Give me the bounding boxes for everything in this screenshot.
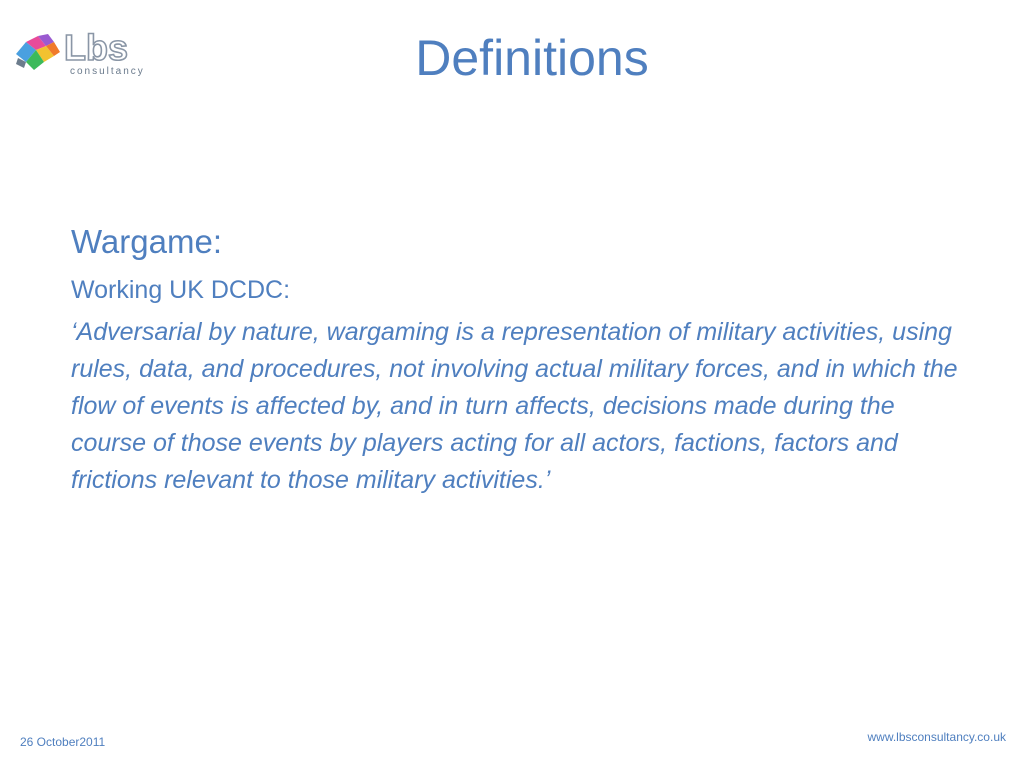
- footer-url-link[interactable]: www.lbsconsultancy.co.uk: [867, 730, 1006, 744]
- slide-title: Definitions: [415, 30, 649, 86]
- definition-source: Working UK DCDC:: [71, 276, 291, 304]
- logo-wordmark: Lbs: [64, 28, 129, 68]
- definition-heading: Wargame:: [71, 223, 222, 260]
- footer-date: 26 October2011: [20, 735, 106, 749]
- definition-quote: ‘Adversarial by nature, wargaming is a representation of military activities, using rules, data, and procedures, not involving actual military forces, and in which the flow of events is affected by, and in turn affects, decisions made during the course of those events by players acting for all actors, factions, factors and frictions relevant to those military activities.’: [71, 318, 958, 494]
- logo-tagline: consultancy: [70, 66, 145, 77]
- slide-body: [71, 220, 961, 499]
